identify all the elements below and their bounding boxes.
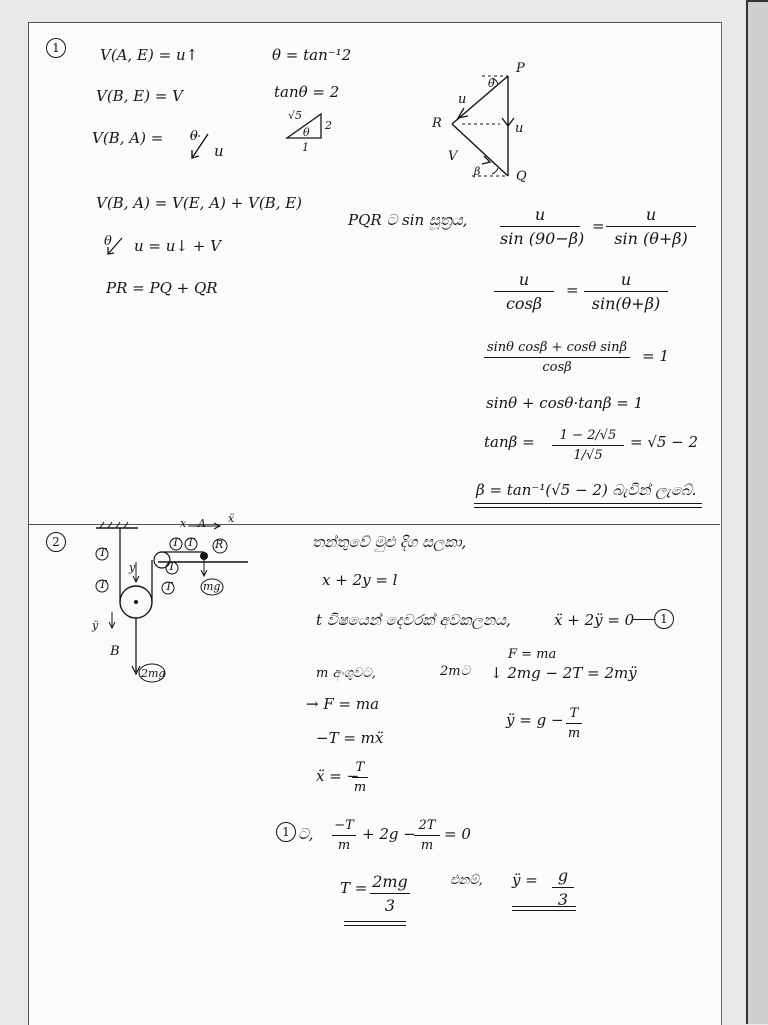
string-length-intro: තන්තුවේ මුළු දිග සලකා, [312,533,467,551]
triangle-adjacent: 1 [302,141,309,154]
two-m-label: 2mට [440,664,470,679]
v-ae-equation: V(A, E) = u↑ [100,46,199,64]
triangle-opposite: 2 [325,119,332,132]
xdd-lhs: ẍ = − [316,767,360,785]
eq1-equals: = [592,217,605,235]
eq1-left-fraction [500,205,585,248]
tension-fraction [370,872,410,915]
xdd-num: T [355,760,365,775]
v-ba-theta: θ [190,129,198,144]
ydd-num: T [569,706,579,721]
tan-theta: tanθ = 2 [274,83,340,101]
two-m-equation: ↓ 2mg − 2T = 2mÿ [490,664,637,682]
eq1-left-den: sin (90−β) [500,229,585,248]
ydd-den: m [567,726,581,741]
string-length-equation: x + 2y = l [322,571,398,589]
equation-tag-1: 1 [654,609,674,629]
two-m-newton-law: F = ma [508,647,557,662]
question-1-number: 1 [46,38,66,58]
triangle-angle: θ [303,126,310,139]
sub-b-num: 2T [418,818,436,833]
sub-middle: + 2g − [362,825,416,843]
ydd-lhs: ÿ = g − [506,711,564,729]
eq3-den: cosβ [542,360,572,375]
differentiated-equation: ẍ + 2ÿ = 0 [554,611,635,629]
v-ba-arrow-icon [186,128,226,168]
eq5-rhs: = √5 − 2 [630,433,699,451]
eq2-left-fraction [494,270,554,313]
fig-a-label: A [198,517,206,530]
eq2-left-den: cosβ [505,294,543,313]
q1-answer: β = tan⁻¹(√5 − 2) බැවින් ලැබේ. [476,481,697,499]
tension-label-3: T [165,580,173,593]
tension-den: 3 [384,896,396,915]
eq5-fraction [552,428,624,463]
sub-rhs: = 0 [444,825,471,843]
eq4: sinθ + cosθ·tanβ = 1 [486,394,644,412]
eq5-den: 1/√5 [573,448,603,463]
fig-xddot-label: ẍ [228,512,235,525]
eq1-left-num: u [534,205,546,224]
point-q-label: Q [516,169,527,184]
ydd-underline-2 [512,910,576,911]
point-p-label: P [516,61,525,76]
mg-label: mg [203,580,221,593]
answer-underline-1 [474,503,702,504]
ydd-result-lhs: ÿ = [512,871,538,889]
pr-equation: PR = PQ + QR [106,279,218,297]
tension-label-5: T [187,536,195,549]
point-r-label: R [432,116,442,131]
eq2-right-den: sin(θ+β) [591,294,661,313]
differentiate-intro: t විෂයෙන් දෙවරක් අවකලනය, [316,611,511,629]
eq2-right-num: u [620,270,632,289]
pulley-system-diagram [88,516,248,686]
m-equation: −T = mẍ [316,729,384,747]
eq5-lhs: tanβ = [484,433,535,451]
eq1-right-den: sin (θ+β) [614,229,688,248]
v-ba-lhs: V(B, A) = [92,129,164,147]
eq2-right-fraction [584,270,668,313]
relative-velocity-equation: V(B, A) = V(E, A) + V(B, E) [96,194,303,212]
theta-definition: θ = tan⁻¹2 [272,46,352,64]
page-edge-top [748,0,768,2]
vec-eq-arrow-icon [102,234,132,258]
tension-underline-1 [344,921,406,922]
eq1-right-fraction [606,205,696,248]
diagram-u-left: u [458,92,467,107]
diagram-beta: β [474,165,481,178]
m-newton-law: → F = ma [306,695,380,713]
eq3-rhs: = 1 [642,347,669,365]
tension-underline-2 [344,925,406,926]
tag-dash [632,619,656,620]
eq1-right-num: u [645,205,657,224]
page-edge-line [746,0,748,1024]
fig-b-label: B [110,644,120,659]
ydd-fraction [566,706,582,741]
then-label: එනම්, [450,873,483,888]
tension-label-6: T [168,560,176,573]
tension-result-lhs: T = [340,879,368,897]
diagram-v-label: V [448,149,458,164]
answer-underline-2 [474,507,702,508]
fig-y-label: y [129,561,136,574]
m-particle-label: m අංශුවට, [316,666,376,681]
v-be-equation: V(B, E) = V [96,87,183,105]
tension-label-2: T [99,578,107,591]
sub-a-num: −T [334,818,354,833]
reaction-label: R [215,538,224,551]
question-2-number: 2 [46,532,66,552]
substitute-label: ට, [298,825,314,843]
ydd-result-den: 3 [557,890,569,909]
xdd-den: m [353,780,367,795]
sub-fraction-b [414,818,440,853]
fig-yddot-label: ÿ [92,619,99,632]
ydd-result-fraction [552,866,574,909]
sub-fraction-a [332,818,356,853]
diagram-u-right: u [515,121,524,136]
sub-a-den: m [337,838,351,853]
xdd-fraction [352,760,368,795]
vec-eq-theta: θ [104,234,112,249]
two-mg-label: 2mg [141,667,166,680]
tension-num: 2mg [372,872,408,891]
eq2-left-num: u [518,270,530,289]
vector-equation: u = u↓ + V [134,237,221,255]
page-edge-strip [748,0,768,1024]
tension-label-4: T [172,536,180,549]
v-ba-u: u [214,142,224,160]
eq2-equals: = [566,281,579,299]
substitute-tag: 1 [276,822,296,842]
eq3-fraction [484,340,630,375]
ydd-underline-1 [512,906,576,907]
eq3-num: sinθ cosβ + cosθ sinβ [486,340,628,355]
triangle-hypotenuse: √5 [288,109,303,122]
eq5-num: 1 − 2/√5 [559,428,617,443]
ydd-result-num: g [557,866,569,885]
sub-b-den: m [420,838,434,853]
diagram-theta: θ [488,77,495,90]
fig-x-label: x [180,517,187,530]
sine-rule-intro: PQR ට sin සූත්‍රය, [348,211,468,229]
tension-label-1: T [99,546,107,559]
